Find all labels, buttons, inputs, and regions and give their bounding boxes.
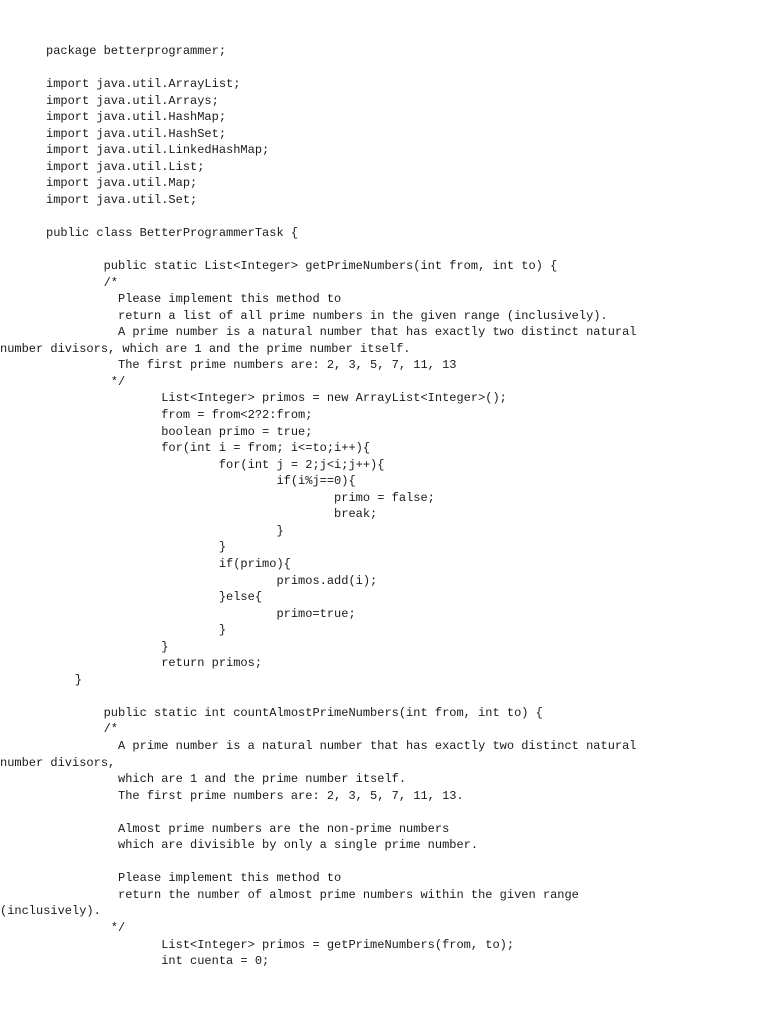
code-line: } <box>46 672 83 687</box>
code-line <box>46 688 746 705</box>
code-line: List<Integer> primos = getPrimeNumbers(from, to); <box>46 937 515 952</box>
code-listing <box>0 43 746 970</box>
code-line: } <box>46 639 169 654</box>
code-line: import java.util.Set; <box>46 192 198 207</box>
code-line: The first prime numbers are: 2, 3, 5, 7, 11, 13. <box>46 788 464 803</box>
code-line: public class BetterProgrammerTask { <box>46 226 299 241</box>
code-line: primo=true; <box>46 606 356 621</box>
code-line: */ <box>46 374 126 389</box>
code-line: if(primo){ <box>46 556 291 571</box>
code-line: break; <box>46 507 378 522</box>
code-line: import java.util.HashMap; <box>46 110 227 125</box>
code-line: } <box>46 623 227 638</box>
code-line <box>46 854 746 871</box>
code-line: import java.util.HashSet; <box>46 126 227 141</box>
code-line: boolean primo = true; <box>46 424 313 439</box>
code-line: return the number of almost prime numbers within the given range <box>46 887 579 902</box>
code-line-wrapped: (inclusively). <box>0 904 101 919</box>
code-line: /* <box>46 722 119 737</box>
code-line: for(int j = 2;j<i;j++){ <box>46 457 385 472</box>
code-line: /* <box>46 275 119 290</box>
code-line: Almost prime numbers are the non-prime numbers <box>46 821 450 836</box>
code-line: }else{ <box>46 590 263 605</box>
code-line: import java.util.ArrayList; <box>46 77 241 92</box>
code-line: Please implement this method to <box>46 871 342 886</box>
code-line: List<Integer> primos = new ArrayList<Integer>(); <box>46 391 507 406</box>
code-line: import java.util.LinkedHashMap; <box>46 143 270 158</box>
code-line: public static int countAlmostPrimeNumbers(int from, int to) { <box>46 705 543 720</box>
code-line: int cuenta = 0; <box>46 954 270 969</box>
code-line: for(int i = from; i<=to;i++){ <box>46 441 371 456</box>
code-line <box>46 804 746 821</box>
code-line: return a list of all prime numbers in the given range (inclusively). <box>46 308 608 323</box>
code-line: import java.util.List; <box>46 159 205 174</box>
code-line: if(i%j==0){ <box>46 474 356 489</box>
code-line: A prime number is a natural number that has exactly two distinct natural <box>46 325 637 340</box>
code-line: public static List<Integer> getPrimeNumbers(int from, int to) { <box>46 259 558 274</box>
code-line <box>46 208 746 225</box>
code-line <box>46 60 746 77</box>
code-line: A prime number is a natural number that has exactly two distinct natural <box>46 738 637 753</box>
code-line: import java.util.Arrays; <box>46 93 219 108</box>
code-line: package betterprogrammer; <box>46 44 227 58</box>
code-line: from = from<2?2:from; <box>46 408 313 423</box>
code-line: primos.add(i); <box>46 573 378 588</box>
code-line: The first prime numbers are: 2, 3, 5, 7, 11, 13 <box>46 358 457 373</box>
code-line-wrapped: number divisors, <box>0 755 116 770</box>
code-line: import java.util.Map; <box>46 176 198 191</box>
code-line <box>46 242 746 259</box>
code-line: return primos; <box>46 656 263 671</box>
code-line: Please implement this method to <box>46 292 342 307</box>
code-line: primo = false; <box>46 490 435 505</box>
code-line: } <box>46 540 227 555</box>
code-line: } <box>46 523 284 538</box>
code-line: which are divisible by only a single prime number. <box>46 838 479 853</box>
code-line: */ <box>46 920 126 935</box>
code-line-wrapped: number divisors, which are 1 and the prime number itself. <box>0 341 411 356</box>
code-line: which are 1 and the prime number itself. <box>46 772 407 787</box>
